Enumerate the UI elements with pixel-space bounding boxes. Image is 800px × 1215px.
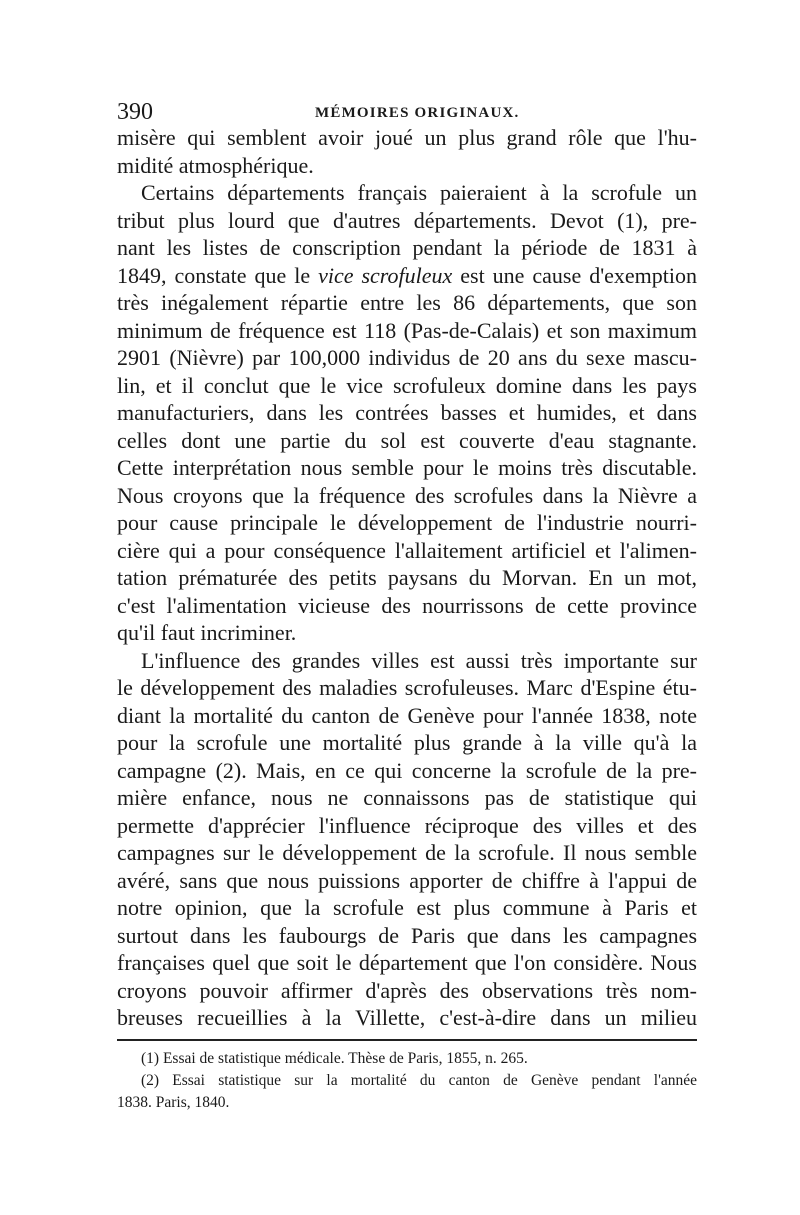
text-line: c'est l'alimentation vicieuse des nourrissons de cette province <box>117 592 697 618</box>
text-line: qu'il faut incriminer. <box>117 620 297 645</box>
text-line: croyons pouvoir affirmer d'après des observations très nom- <box>117 977 697 1003</box>
text-line: avéré, sans que nous puissions apporter de chiffre à l'appui de <box>117 867 697 893</box>
text-line: mière enfance, nous ne connaissons pas de statistique qui <box>117 785 697 810</box>
text-line: breuses recueillies à la Villette, c'est-à-dire dans un milieu <box>117 1005 697 1030</box>
footnote-1: (1) Essai de statistique médicale. Thèse de Paris, 1855, n. 265. <box>141 1050 528 1067</box>
running-title: MÉMOIRES ORIGINAUX. <box>315 105 520 121</box>
text-segment: 1849, constate que le <box>117 262 311 288</box>
text-line-with-italic <box>117 262 697 290</box>
text-line: minimum de fréquence est 118 (Pas-de-Calais) et son maximum <box>117 317 697 343</box>
text-line: campagnes sur le développement de la scrofule. Il nous semble <box>117 840 697 865</box>
text-line: cière qui a pour conséquence l'allaitement artificiel et l'alimen- <box>117 537 697 563</box>
text-line: tribut plus lourd que d'autres départements. Devot (1), pre- <box>117 207 697 233</box>
italic-term: vice scrofuleux <box>318 262 453 288</box>
text-line: le développement des maladies scrofuleuses. Marc d'Espine étu- <box>117 675 697 700</box>
paragraph-start-line: L'influence des grandes villes est aussi très importante sur <box>141 647 697 673</box>
text-segment: est une cause d'exemption <box>460 262 698 288</box>
paragraph-start-line: Certains départements français paieraient à la scrofule un <box>141 180 697 205</box>
text-line: manufacturiers, dans les contrées basses et humides, et dans <box>117 400 697 425</box>
text-line: lin, et il conclut que le vice scrofuleux domine dans les pays <box>117 372 697 398</box>
footnote-2: (2) Essai statistique sur la mortalité du canton de Genève pendant l'année <box>141 1072 697 1089</box>
text-line: nant les listes de conscription pendant la période de 1831 à <box>117 235 697 260</box>
footnotes <box>117 1048 697 1114</box>
text-line: 2901 (Nièvre) par 100,000 individus de 20 ans du sexe mascu- <box>117 345 697 370</box>
text-line: Nous croyons que la fréquence des scrofules dans la Nièvre a <box>117 482 697 508</box>
text-line: pour cause principale le développement de l'industrie nourri- <box>117 510 697 535</box>
text-line: permette d'apprécier l'influence réciproque des villes et des <box>117 812 697 838</box>
page-number: 390 <box>117 99 153 125</box>
text-line: pour la scrofule une mortalité plus grande à la ville qu'à la <box>117 730 697 755</box>
text-line: surtout dans les faubourgs de Paris que dans les campagnes <box>117 922 697 948</box>
text-line: notre opinion, que la scrofule est plus commune à Paris et <box>117 895 697 920</box>
body-text <box>117 124 697 1032</box>
text-line: Cette interprétation nous semble pour le moins très discutable. <box>117 455 697 480</box>
text-line: misère qui semblent avoir joué un plus grand rôle que l'hu- <box>117 125 697 150</box>
text-line: diant la mortalité du canton de Genève pour l'année 1838, note <box>117 702 697 728</box>
footnote-2-continued: 1838. Paris, 1840. <box>117 1094 230 1111</box>
text-line: tation prématurée des petits paysans du Morvan. En un mot, <box>117 565 697 590</box>
text-line: françaises quel que soit le département que l'on considère. Nous <box>117 950 697 975</box>
footnote-divider <box>117 1039 697 1041</box>
text-line: campagne (2). Mais, en ce qui concerne la scrofule de la pre- <box>117 757 697 783</box>
text-line: midité atmosphérique. <box>117 152 314 178</box>
text-line: très inégalement répartie entre les 86 départements, que son <box>117 290 697 315</box>
text-line: celles dont une partie du sol est couverte d'eau stagnante. <box>117 427 697 453</box>
